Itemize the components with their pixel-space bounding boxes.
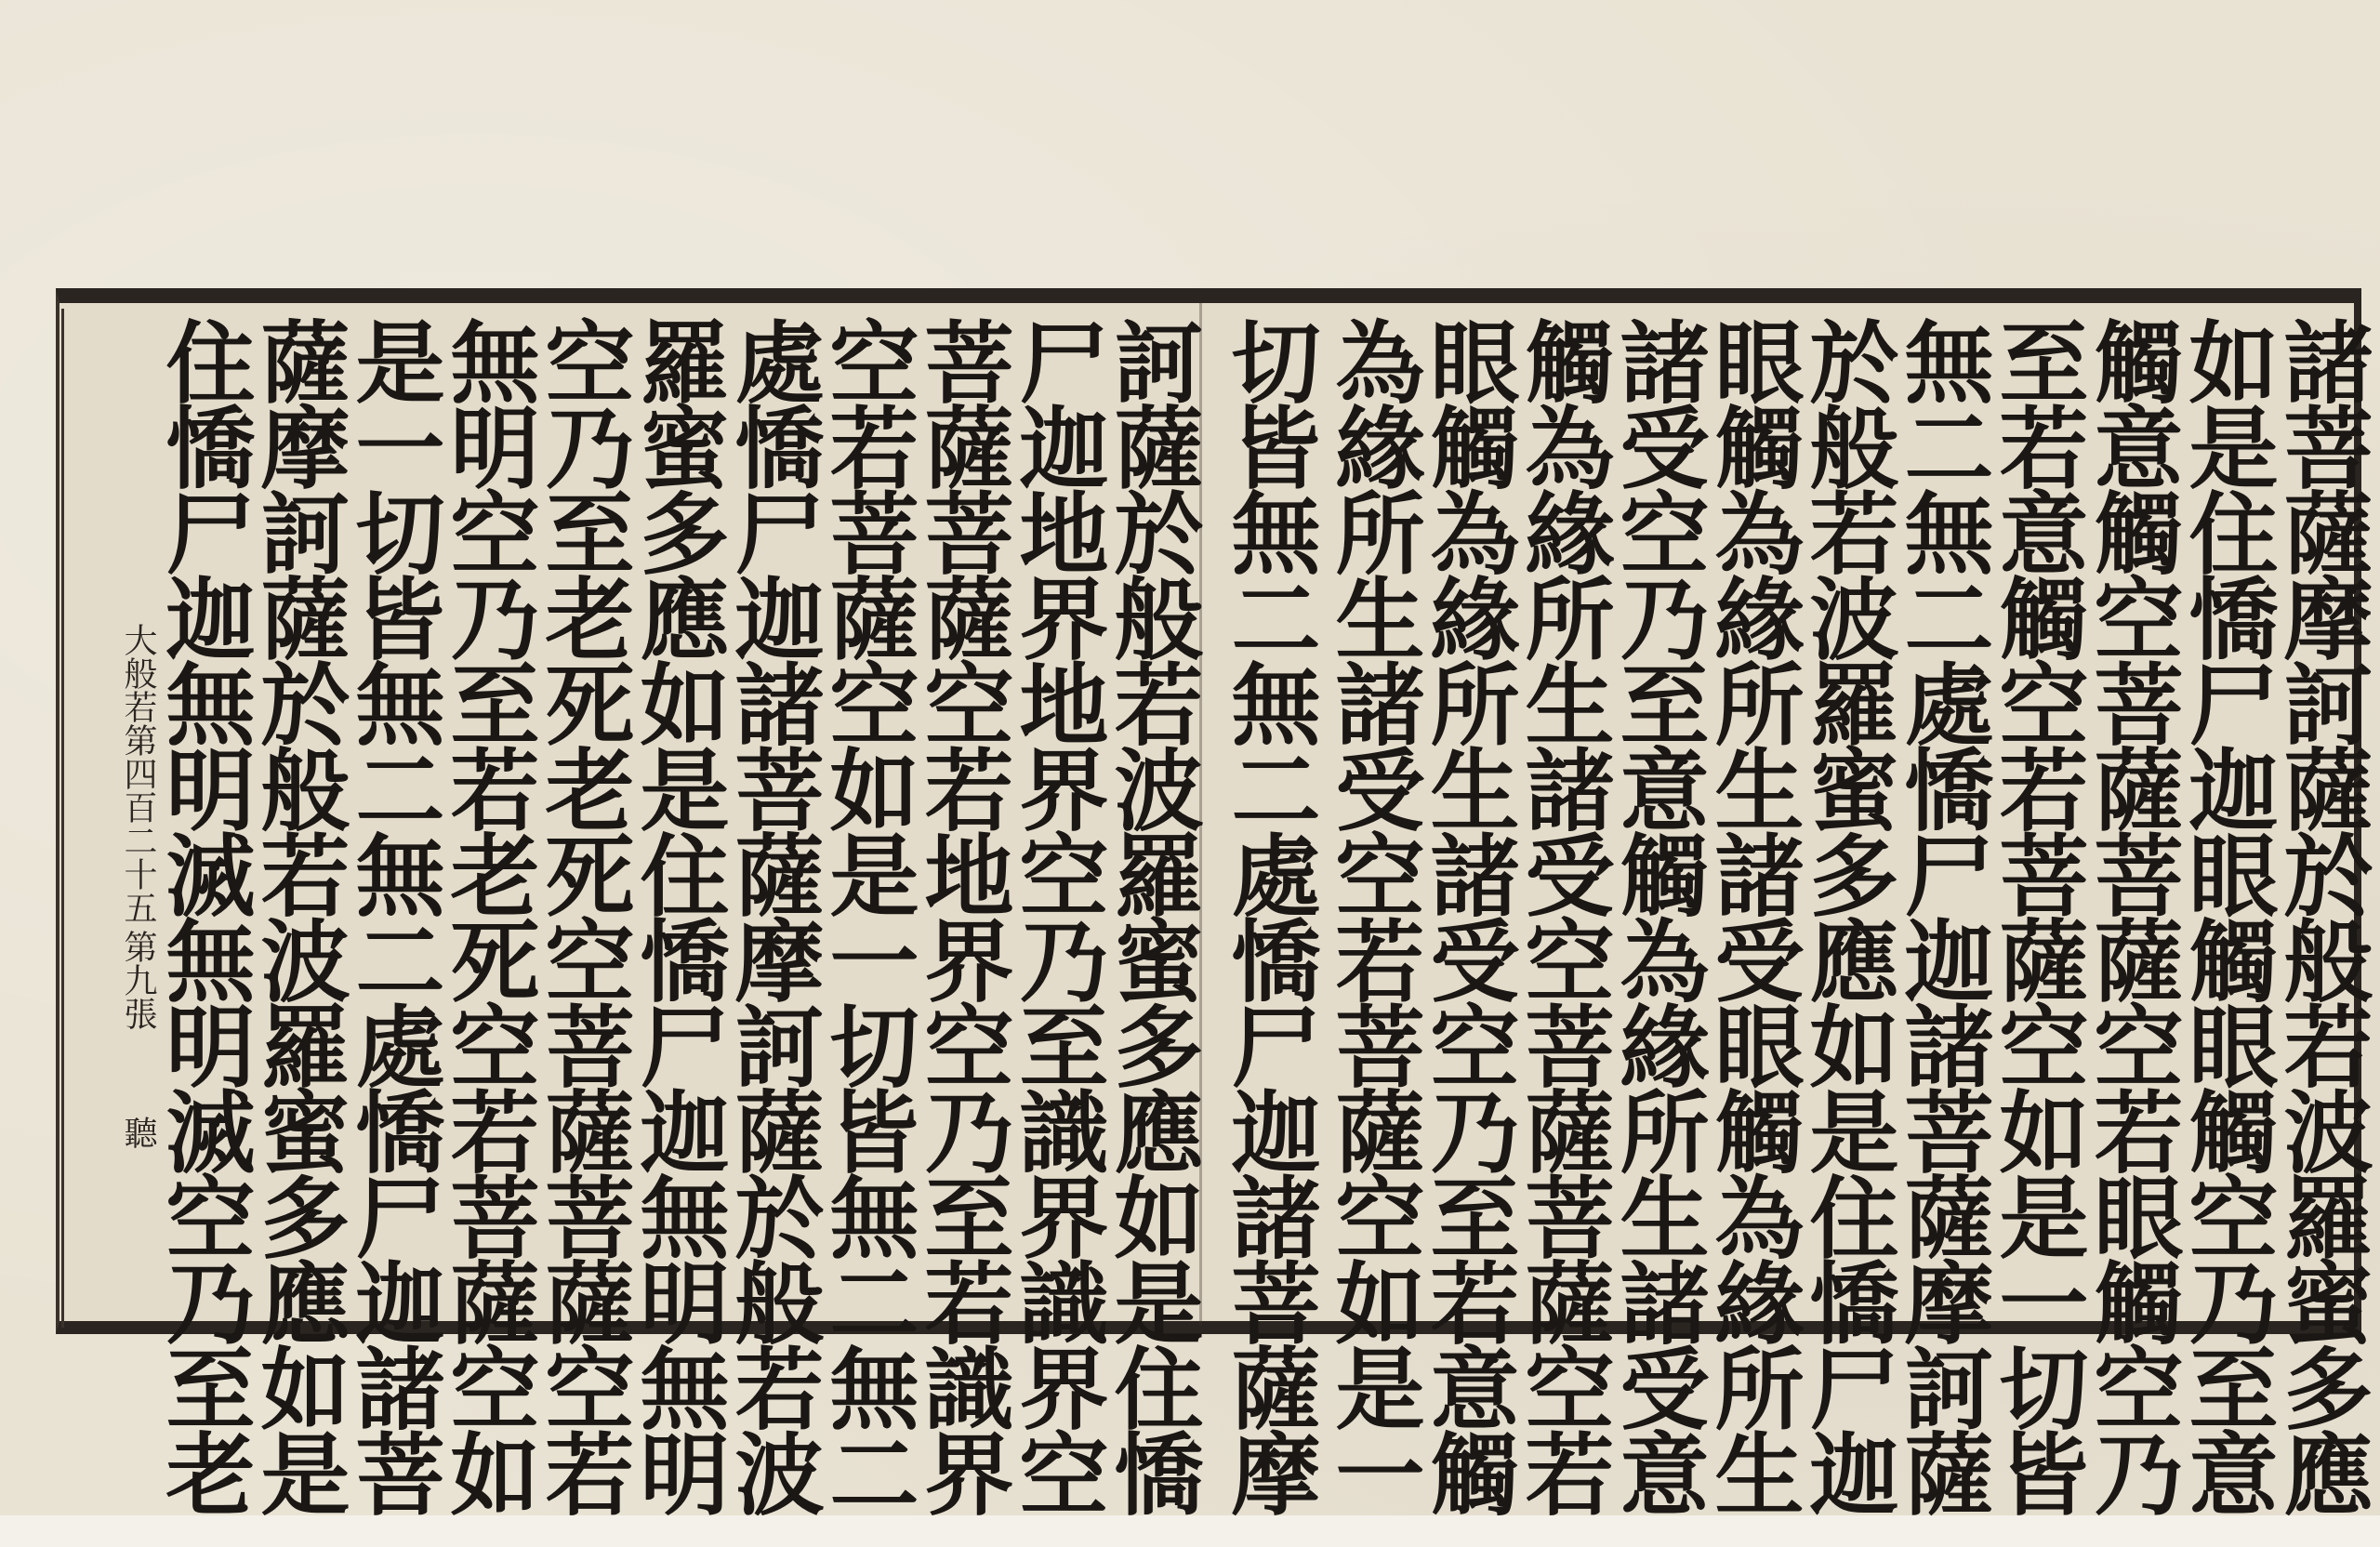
text-column: 無明空乃至若老死空若菩薩空如	[436, 316, 541, 1514]
text-column: 是一切皆無二無二處憍尸迦諸菩	[341, 316, 446, 1514]
text-column: 觸意觸空菩薩菩薩空若眼觸空乃	[2080, 316, 2185, 1514]
text-column: 尸迦地界地界空乃至識界識界空	[1005, 316, 1110, 1514]
volume-label: 大般若第四百二十五	[119, 623, 157, 924]
leaf-number: 第九張	[119, 930, 157, 1030]
text-column: 於般若波羅蜜多應如是住憍尸迦	[1795, 316, 1900, 1514]
text-column: 處憍尸迦諸菩薩摩訶薩於般若波	[721, 316, 826, 1514]
text-column: 空若菩薩空如是一切皆無二無二	[815, 316, 920, 1514]
text-column: 為緣所生諸受空若菩薩空如是一	[1321, 316, 1426, 1514]
text-column: 訶薩於般若波羅蜜多應如是住憍	[1100, 316, 1205, 1514]
text-column: 諸菩薩摩訶薩於般若波羅蜜多應	[2269, 316, 2374, 1514]
page-bottom-edge	[0, 1515, 2380, 1547]
text-column: 無二無二處憍尸迦諸菩薩摩訶薩	[1890, 316, 1995, 1514]
text-column: 空乃至老死老死空菩薩菩薩空若	[531, 316, 636, 1514]
text-column: 菩薩菩薩空若地界空乃至若識界	[910, 316, 1015, 1514]
carver-mark: 聽	[119, 1116, 157, 1149]
text-column: 觸為緣所生諸受空菩薩菩薩空若	[1511, 316, 1616, 1514]
text-column: 至若意觸空若菩薩空如是一切皆	[1985, 316, 2090, 1514]
text-column: 如是住憍尸迦眼觸眼觸空乃至意	[2175, 316, 2280, 1514]
text-column: 切皆無二無二處憍尸迦諸菩薩摩	[1217, 316, 1322, 1514]
text-column: 眼觸為緣所生諸受空乃至若意觸	[1416, 316, 1521, 1514]
text-column: 薩摩訶薩於般若波羅蜜多應如是	[246, 316, 351, 1514]
text-column: 諸受空乃至意觸為緣所生諸受意	[1606, 316, 1711, 1514]
text-column: 住憍尸迦無明滅無明滅空乃至老	[152, 316, 257, 1514]
text-column: 羅蜜多應如是住憍尸迦無明無明	[626, 316, 731, 1514]
text-column: 眼觸為緣所生諸受眼觸為緣所生	[1700, 316, 1805, 1514]
